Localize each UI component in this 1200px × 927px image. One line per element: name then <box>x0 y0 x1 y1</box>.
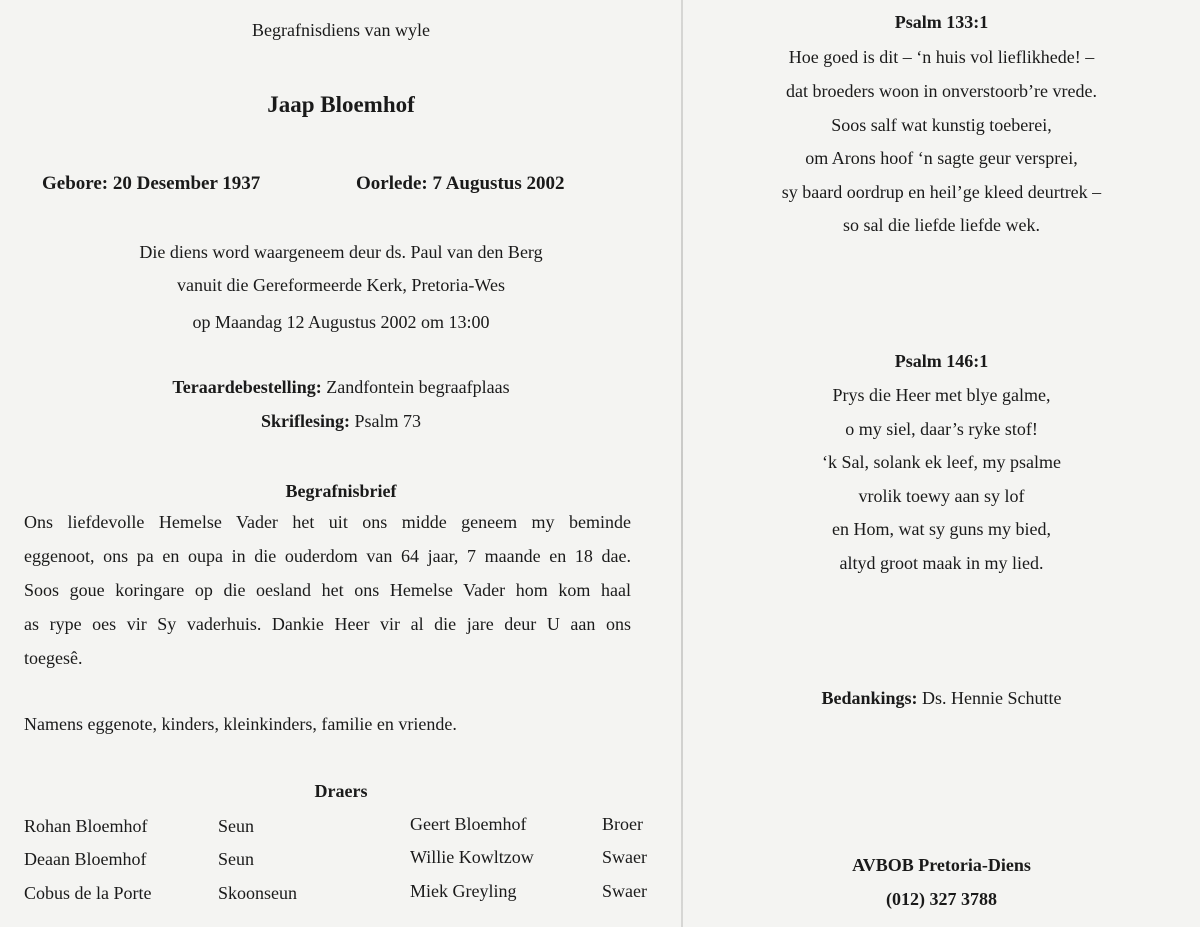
psalm-146-line: o my siel, daar’s ryke stof! <box>845 419 1038 439</box>
psalm-133-line: dat broeders woon in onverstoorb’re vrede. <box>786 81 1097 101</box>
bearer-relation: Swaer <box>602 847 647 867</box>
birth-date: Gebore: 20 Desember 1937 <box>42 173 261 194</box>
psalm-146-line: ‘k Sal, solank ek leef, my psalme <box>822 452 1061 472</box>
reading-info <box>0 411 682 432</box>
bearer-name: Geert Bloemhof <box>410 814 527 834</box>
undertaker-phone: (012) 327 3788 <box>886 889 997 909</box>
bearer-name: Rohan Bloemhof <box>24 816 148 836</box>
letter-line-5: toegesê. <box>24 648 83 668</box>
burial-info <box>0 377 682 398</box>
bearer-name: Cobus de la Porte <box>24 883 152 903</box>
service-line-2: vanuit die Gereformeerde Kerk, Pretoria-Wes <box>177 275 505 295</box>
bearer-name: Miek Greyling <box>410 881 517 901</box>
thanks-info <box>683 688 1200 709</box>
thanks-label: Bedankings: <box>821 688 918 708</box>
letter-line-3: Soos goue koringare op die oesland het ons Hemelse Vader hom kom haal <box>24 580 631 600</box>
letter-heading: Begrafnisbrief <box>285 481 397 501</box>
reading-label: Skriflesing: <box>260 411 350 431</box>
intro-text: Begrafnisdiens van wyle <box>252 20 430 40</box>
burial-label: Teraardebestelling: <box>172 377 322 397</box>
letter-line-1: Ons liefdevolle Hemelse Vader het uit ons midde geneem my beminde <box>24 512 631 532</box>
service-line-3: op Maandag 12 Augustus 2002 om 13:00 <box>192 312 490 332</box>
psalm-133-line: so sal die liefde liefde wek. <box>843 215 1040 235</box>
bearers-heading: Draers <box>314 781 368 801</box>
right-page <box>683 0 1200 927</box>
burial-value: Zandfontein begraafplaas <box>326 377 510 397</box>
bearer-relation: Seun <box>218 849 254 869</box>
letter-line-4: as rype oes vir Sy vaderhuis. Dankie Heer vir al die jare deur U aan ons <box>24 614 631 634</box>
psalm-133-line: sy baard oordrup en heil’ge kleed deurtrek – <box>781 182 1102 202</box>
bearer-relation: Swaer <box>602 881 647 901</box>
psalm-146-line: vrolik toewy aan sy lof <box>858 486 1025 506</box>
bearer-relation: Skoonseun <box>218 883 298 903</box>
letter-line-2: eggenoot, ons pa en oupa in die ouderdom van 64 jaar, 7 maande en 18 dae. <box>24 546 631 566</box>
psalm-146-line: Prys die Heer met blye galme, <box>832 385 1051 405</box>
deceased-name: Jaap Bloemhof <box>267 92 415 117</box>
bearer-name: Deaan Bloemhof <box>24 849 147 869</box>
thanks-value: Ds. Hennie Schutte <box>922 688 1062 708</box>
psalm-146-title: Psalm 146:1 <box>894 351 989 371</box>
letter-signoff: Namens eggenote, kinders, kleinkinders, familie en vriende. <box>24 714 457 734</box>
undertaker-name: AVBOB Pretoria-Diens <box>852 855 1031 875</box>
psalm-133-title: Psalm 133:1 <box>894 12 989 32</box>
psalm-146-line: altyd groot maak in my lied. <box>839 553 1044 573</box>
psalm-133-line: Soos salf wat kunstig toeberei, <box>831 115 1052 135</box>
psalm-146-line: en Hom, wat sy guns my bied, <box>832 519 1051 539</box>
bearer-relation: Seun <box>218 816 254 836</box>
psalm-133-line: om Arons hoof ‘n sagte geur versprei, <box>805 148 1078 168</box>
bearer-name: Willie Kowltzow <box>410 847 534 867</box>
service-line-1: Die diens word waargeneem deur ds. Paul van den Berg <box>139 242 543 262</box>
psalm-133-line: Hoe goed is dit – ‘n huis vol lieflikhede! – <box>788 47 1095 67</box>
bearer-relation: Broer <box>602 814 643 834</box>
death-date: Oorlede: 7 Augustus 2002 <box>356 173 565 194</box>
reading-value: Psalm 73 <box>354 411 422 431</box>
